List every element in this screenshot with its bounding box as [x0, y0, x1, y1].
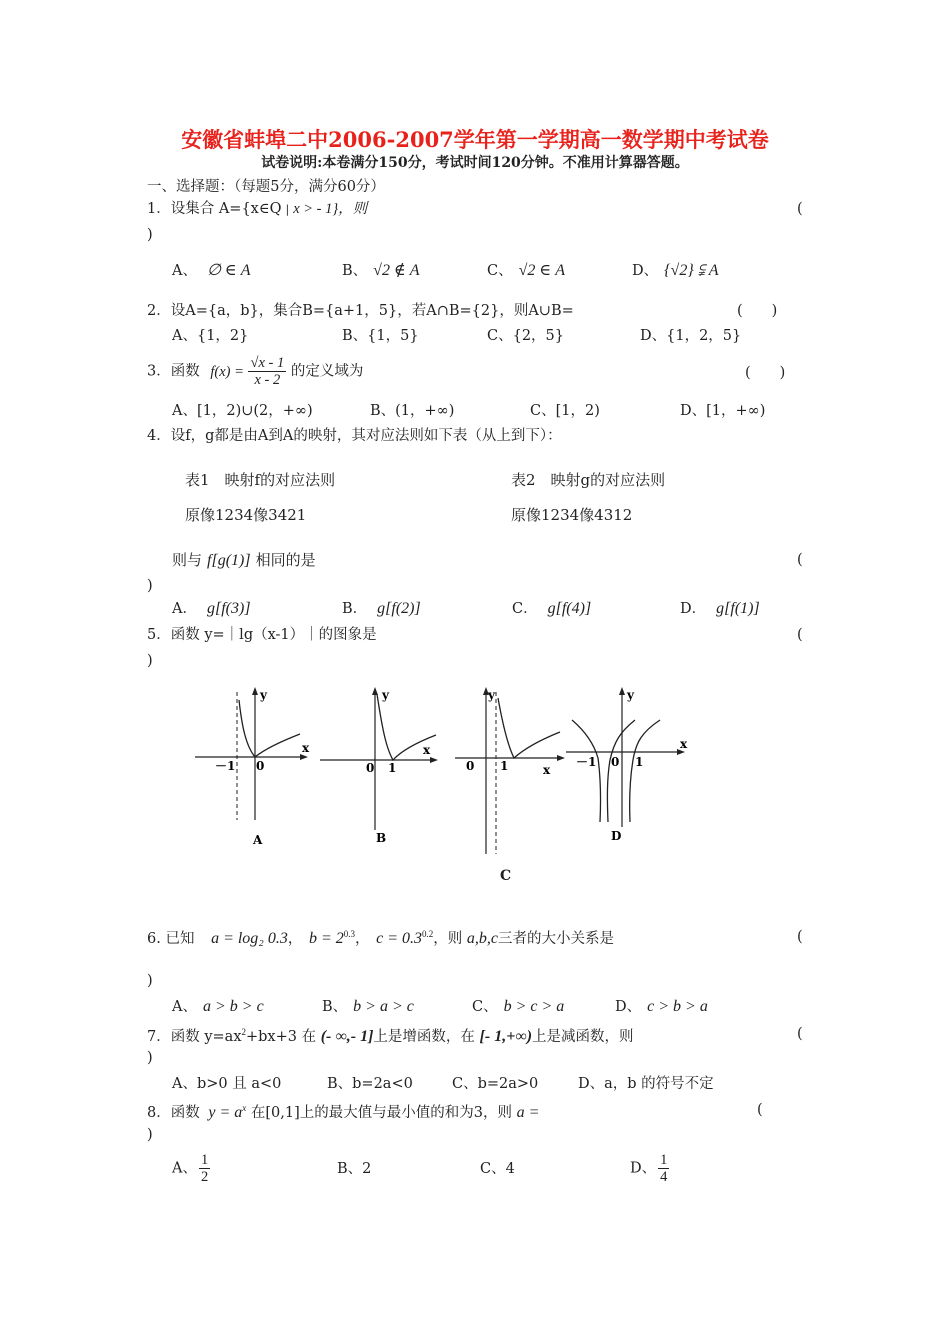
- q4-option-d[interactable]: D． g[f(1)]: [680, 600, 760, 617]
- q6-paren-open: (: [797, 929, 803, 945]
- q2-option-d[interactable]: D、{1，2，5}: [640, 328, 742, 344]
- graph-d[interactable]: [566, 687, 688, 843]
- q1-paren-close: ): [147, 227, 153, 243]
- q7-option-c[interactable]: C、b=2a>0: [452, 1076, 539, 1092]
- q4-option-c[interactable]: C． g[f(4)]: [512, 600, 592, 617]
- graph-c-label: C: [500, 868, 512, 884]
- q8-option-c[interactable]: C、4: [480, 1161, 515, 1177]
- svg-text:x: x: [680, 737, 688, 751]
- graph-c[interactable]: [455, 687, 565, 854]
- svg-text:－1: －1: [215, 759, 236, 773]
- q8-paren-close: ): [147, 1127, 153, 1143]
- svg-text:D: D: [611, 829, 622, 843]
- svg-text:y: y: [382, 688, 389, 702]
- q6-paren-close: ): [147, 973, 153, 989]
- svg-text:A: A: [253, 833, 263, 847]
- page-title: 安徽省蚌埠二中2006-2007学年第一学期高一数学期中考试卷: [181, 127, 769, 152]
- q4-table2-title: 表2 映射g的对应法则: [511, 471, 666, 489]
- svg-text:0: 0: [466, 759, 475, 773]
- q3-stem: 3．函数 f(x) = $\frac{√x - 1}{x - 2}$ 的定义域为: [147, 355, 364, 388]
- q4-option-a[interactable]: A． g[f(3)]: [172, 600, 251, 617]
- exam-note: 试卷说明:本卷满分150分，考试时间120分钟。不准用计算器答题。: [261, 155, 689, 171]
- q1-option-c[interactable]: C、 √2 ∈ A: [487, 262, 566, 279]
- svg-text:x: x: [543, 763, 551, 777]
- q6-option-b[interactable]: B、 b > a > c: [322, 998, 414, 1015]
- q3-option-d[interactable]: D、[1，+∞): [680, 403, 766, 419]
- q7-option-b[interactable]: B、b=2a<0: [327, 1076, 413, 1092]
- q8-option-b[interactable]: B、2: [337, 1161, 372, 1177]
- q6-option-a[interactable]: A、 a > b > c: [172, 998, 264, 1015]
- q1-stem: 1．设集合 A={x∈Q | x > - 1}，则: [147, 201, 368, 217]
- q5-graphs: [190, 682, 700, 887]
- svg-text:－1: －1: [576, 755, 597, 769]
- q1-option-d[interactable]: D、 {√2} ⫋ A: [632, 262, 719, 279]
- q1-paren-open: (: [797, 201, 803, 217]
- q2-option-a[interactable]: A、{1，2}: [172, 328, 249, 344]
- q1-option-a[interactable]: A、 ∅ ∈ A: [172, 262, 251, 279]
- q4-table1-title: 表1 映射f的对应法则: [185, 471, 336, 489]
- q2-option-c[interactable]: C、{2，5}: [487, 328, 564, 344]
- q6-option-c[interactable]: C、 b > c > a: [472, 998, 565, 1015]
- q1-option-b[interactable]: B、 √2 ∉ A: [342, 262, 420, 279]
- svg-text:x: x: [302, 741, 310, 755]
- q7-option-d[interactable]: D、a，b 的符号不定: [578, 1076, 714, 1092]
- q4-stem: 4．设f，g都是由A到A的映射，其对应法则如下表（从上到下）：: [147, 428, 562, 444]
- q6-option-d[interactable]: D、 c > b > a: [615, 998, 708, 1015]
- q3-option-b[interactable]: B、(1，+∞): [370, 403, 455, 419]
- svg-text:0: 0: [366, 761, 375, 775]
- svg-text:y: y: [627, 688, 634, 702]
- graph-a[interactable]: [195, 687, 310, 847]
- q3-paren: ( ): [745, 365, 786, 381]
- q3-option-a[interactable]: A、[1，2)∪(2，+∞): [172, 403, 313, 419]
- svg-text:0: 0: [611, 755, 620, 769]
- q4-question: 则与 f[g(1)] 相同的是: [172, 551, 316, 569]
- svg-text:0: 0: [256, 759, 265, 773]
- q4-option-b[interactable]: B． g[f(2)]: [342, 600, 421, 617]
- svg-text:1: 1: [388, 761, 397, 775]
- q4-table2-row: 原像1234像4312: [511, 506, 633, 524]
- q7-paren-open: (: [797, 1026, 803, 1042]
- q7-stem: 7．函数 $y=ax^2+bx+3$ 在 (- ∞,- 1]上是增函数，在 [- 1,+∞)上是减函数，则: [147, 1027, 634, 1045]
- q4-paren-close: ): [147, 578, 153, 594]
- svg-text:1: 1: [635, 755, 644, 769]
- svg-text:x: x: [423, 743, 431, 757]
- q8-paren-open: (: [757, 1102, 763, 1118]
- svg-text:y: y: [488, 688, 495, 702]
- q2-paren: ( ): [737, 303, 778, 319]
- q2-option-b[interactable]: B、{1，5}: [342, 328, 419, 344]
- graph-b[interactable]: [320, 687, 438, 845]
- svg-text:1: 1: [500, 759, 509, 773]
- q7-option-a[interactable]: A、b>0 且 a<0: [172, 1076, 282, 1092]
- q8-option-d[interactable]: D、 $\frac{1}{4}$: [630, 1152, 668, 1185]
- q5-stem: 5．函数 y=｜lg（x-1）｜的图象是: [147, 627, 377, 643]
- q8-stem: 8．函数 $y = a^x$ 在[0,1]上的最大值与最小值的和为3，则 a =: [147, 1103, 540, 1121]
- q4-paren-open: (: [797, 552, 803, 568]
- q7-paren-close: ): [147, 1050, 153, 1066]
- q6-stem: 6. 已知 a = log₂ 0.3， $b = 2^{0.3}$， $c = 0.3^{0.2}$，则 a,b,c三者的大小关系是: [147, 929, 615, 947]
- svg-text:y: y: [260, 688, 267, 702]
- q2-stem: 2．设A={a，b}，集合B={a+1，5}，若A∩B={2}，则A∪B=: [147, 303, 574, 319]
- svg-text:B: B: [376, 831, 387, 845]
- q5-paren-open: (: [797, 627, 803, 643]
- q4-table1-row: 原像1234像3421: [185, 506, 307, 524]
- q5-paren-close: ): [147, 653, 153, 669]
- q3-option-c[interactable]: C、[1，2): [530, 403, 600, 419]
- q3-fraction: $\frac{√x - 1}{x - 2}$: [250, 355, 285, 388]
- section-heading: 一、选择题：（每题5分，满分60分）: [147, 179, 385, 195]
- q8-option-a[interactable]: A、 $\frac{1}{2}$: [172, 1152, 209, 1185]
